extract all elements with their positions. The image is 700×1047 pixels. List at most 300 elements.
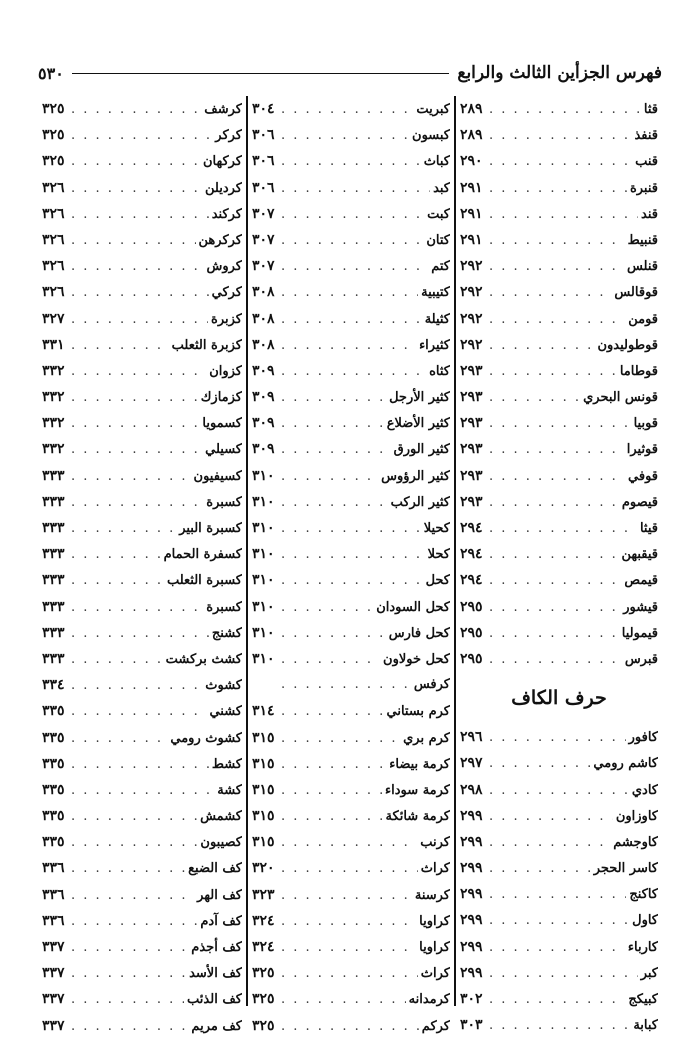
entry-term: قيثا	[639, 521, 658, 536]
entry-page-number: ٣٠٦	[252, 153, 275, 170]
entry-term: كثير الركب	[390, 494, 450, 510]
entry-term: كبيكج	[628, 992, 658, 1007]
entry-term: قند	[641, 206, 658, 222]
entry-page-number: ٢٩٩	[460, 912, 483, 929]
dot-leader	[71, 883, 194, 908]
index-entry	[460, 803, 658, 829]
entry-page-number: ٢٩٢	[460, 258, 483, 275]
entry-term: كرمة شائكة	[385, 809, 450, 825]
entry-term: كرمدانه	[408, 992, 450, 1008]
index-entry	[252, 777, 450, 803]
entry-page-number: ٣١٥	[252, 729, 275, 746]
index-entry	[252, 620, 450, 646]
dot-leader	[281, 672, 411, 698]
entry-page-number: ٣٠٩	[252, 362, 275, 379]
entry-term: قوطاما	[619, 363, 658, 379]
dot-leader	[489, 751, 590, 776]
index-entry	[42, 725, 242, 751]
entry-term: كاشم رومي	[593, 756, 658, 772]
index-entry	[460, 148, 658, 174]
entry-page-number: ٣١٠	[252, 467, 275, 484]
index-entry	[460, 175, 658, 201]
dot-leader	[489, 647, 622, 672]
index-entry	[252, 882, 450, 908]
entry-page-number: ٣٣٥	[42, 703, 65, 720]
index-entry	[252, 253, 450, 279]
index-entry	[460, 881, 658, 907]
dot-leader	[281, 516, 421, 541]
dot-leader	[489, 254, 624, 279]
index-entry	[460, 907, 658, 933]
dot-leader	[71, 176, 202, 201]
entry-page-number: ٣٣٥	[42, 755, 65, 772]
entry-page-number: ٣١٥	[252, 834, 275, 851]
index-entry	[42, 436, 242, 462]
entry-term: كركم	[421, 1018, 450, 1034]
index-entry	[460, 986, 658, 1012]
entry-page-number: ٣٠٣	[460, 1017, 483, 1034]
entry-term: كف الذئب	[187, 992, 242, 1008]
entry-page-number: ٣٢٥	[42, 101, 65, 117]
entry-term: كسفرة الحمام	[163, 547, 242, 563]
index-entry	[252, 384, 450, 410]
dot-leader	[71, 673, 202, 698]
entry-page-number: ٣٣٥	[42, 808, 65, 825]
dot-leader	[281, 359, 426, 384]
index-entry	[460, 384, 658, 410]
index-entry	[252, 594, 450, 620]
entry-page-number: ٣٢٧	[42, 310, 65, 327]
entry-page-number: ٢٩٣	[460, 441, 483, 458]
entry-term: كارباء	[627, 939, 658, 955]
entry-term: قوقالس	[614, 285, 658, 301]
entry-term: كف آدم	[200, 913, 242, 929]
entry-term: كاوزاون	[615, 808, 658, 824]
index-entry	[42, 908, 242, 934]
entry-page-number: ٣٣٧	[42, 965, 65, 982]
index-entry	[460, 1012, 658, 1038]
index-entry	[42, 751, 242, 777]
index-entry	[42, 306, 242, 332]
dot-leader	[489, 333, 594, 358]
entry-page-number: ٣٣١	[42, 336, 65, 353]
entry-term: كزوان	[209, 363, 242, 379]
entry-page-number: ٣٣٣	[42, 624, 65, 641]
dot-leader	[489, 1013, 630, 1038]
dot-leader	[71, 490, 203, 515]
index-entry	[252, 463, 450, 489]
entry-term: كركهان	[202, 154, 242, 170]
entry-page-number: ٢٩٢	[460, 284, 483, 301]
entry-term: كراويا	[419, 913, 450, 929]
entry-page-number: ٢٩٩	[460, 833, 483, 850]
dot-leader	[71, 333, 169, 358]
entry-page-number: ٣٣٧	[42, 939, 65, 955]
dot-leader	[71, 752, 209, 777]
entry-term: قوفي	[628, 468, 658, 484]
dot-leader	[489, 778, 629, 803]
entry-page-number: ٢٩٣	[460, 362, 483, 379]
dot-leader	[489, 908, 629, 933]
index-entry	[460, 358, 658, 384]
dot-leader	[489, 595, 620, 620]
index-entry	[252, 960, 450, 986]
entry-page-number: ٢٩٣	[460, 389, 483, 406]
index-entry	[42, 803, 242, 829]
entry-page-number: ٢٩٢	[460, 336, 483, 353]
index-entry	[460, 201, 658, 227]
entry-term: كف الأسد	[189, 966, 242, 982]
index-entry	[42, 253, 242, 279]
entry-page-number: ٢٩٢	[460, 310, 483, 327]
dot-leader	[281, 464, 378, 489]
entry-term: كثاه	[429, 363, 450, 379]
entry-term: كزبرة الثعلب	[171, 337, 242, 353]
entry-term: كبد	[433, 180, 450, 196]
entry-term: كثير الأرجل	[389, 390, 450, 406]
index-entry	[42, 279, 242, 305]
index-column-left	[38, 96, 246, 1034]
entry-term: كتم	[431, 259, 450, 275]
index-entry	[252, 175, 450, 201]
entry-term: كشوث رومي	[170, 730, 242, 746]
index-entry	[460, 934, 658, 960]
entry-page-number: ٣١٠	[252, 598, 275, 615]
dot-leader	[281, 307, 422, 332]
entry-page-number: ٣٢٥	[42, 153, 65, 170]
index-entry	[252, 855, 450, 881]
index-entry	[42, 698, 242, 724]
dot-leader	[281, 935, 416, 960]
index-column-right	[454, 96, 662, 1034]
entry-page-number: ٢٩٩	[460, 807, 483, 824]
index-entry	[42, 175, 242, 201]
entry-term: كبت	[427, 206, 450, 222]
page-number: ٥٣٠	[38, 63, 64, 83]
dot-leader	[71, 149, 200, 174]
index-columns	[38, 96, 662, 1034]
entry-list	[252, 96, 450, 1039]
entry-page-number: ٣٠٩	[252, 441, 275, 458]
dot-leader	[281, 647, 380, 672]
entry-page-number: ٢٩٤	[460, 546, 483, 563]
dot-leader	[489, 176, 627, 201]
entry-term: كرديلن	[205, 180, 242, 196]
entry-term: كرم بري	[403, 730, 450, 746]
entry-term: كتان	[426, 232, 450, 248]
entry-term: كرم بستاني	[386, 704, 450, 720]
index-entry	[252, 227, 450, 253]
entry-page-number: ٣٣٦	[42, 912, 65, 929]
entry-page-number: ٣٣٥	[42, 729, 65, 746]
index-entry	[460, 122, 658, 148]
entry-page-number: ٣٢٤	[252, 939, 275, 955]
entry-page-number: ٣١٠	[252, 572, 275, 589]
entry-term: كسيلي	[205, 442, 242, 458]
page-title: فهرس الجزأين الثالث والرابع	[457, 63, 662, 83]
entry-term: كرمة سوداء	[385, 782, 450, 798]
entry-page-number: ٣١٥	[252, 808, 275, 825]
entry-term: كرسنة	[414, 887, 450, 903]
entry-term: كف مريم	[191, 1018, 242, 1034]
entry-page-number: ٣٣٣	[42, 520, 65, 536]
entry-page-number: ٣٣٧	[42, 991, 65, 1008]
index-entry	[252, 803, 450, 829]
index-entry	[42, 620, 242, 646]
dot-leader	[489, 987, 625, 1012]
dot-leader	[489, 621, 619, 646]
index-entry	[460, 567, 658, 593]
entry-term: كراويا	[419, 940, 450, 955]
dot-leader	[489, 961, 638, 986]
dot-leader	[281, 254, 428, 279]
index-entry	[252, 489, 450, 515]
index-entry	[42, 855, 242, 881]
entry-page-number: ٢٩١	[460, 179, 483, 196]
entry-term: كحيلا	[423, 521, 450, 536]
index-entry	[252, 751, 450, 777]
entry-page-number: ٣٠٧	[252, 258, 275, 275]
dot-leader	[281, 830, 417, 855]
entry-page-number: ٢٩٣	[460, 493, 483, 510]
entry-term: كتيبية	[421, 285, 450, 301]
entry-page-number: ٢٩٠	[460, 153, 483, 170]
entry-term: كزبرة	[211, 311, 242, 327]
index-entry	[42, 384, 242, 410]
entry-term: كرشف	[204, 102, 242, 117]
dot-leader	[281, 752, 386, 777]
entry-term: كروش	[206, 259, 242, 275]
entry-page-number: ٣٠٢	[460, 991, 483, 1007]
dot-leader	[489, 123, 631, 148]
entry-page-number: ٣٣٣	[42, 546, 65, 563]
dot-leader	[489, 830, 610, 855]
entry-page-number: ٢٩١	[460, 231, 483, 248]
entry-term: كثير الرؤوس	[381, 468, 450, 484]
dot-leader	[71, 621, 209, 646]
index-entry	[42, 646, 242, 672]
index-entry	[252, 279, 450, 305]
index-entry	[42, 882, 242, 908]
index-entry	[460, 594, 658, 620]
dot-leader	[281, 176, 430, 201]
index-entry	[252, 306, 450, 332]
entry-page-number: ٣٣٥	[42, 781, 65, 798]
dot-leader	[71, 464, 191, 489]
dot-leader	[71, 542, 161, 567]
entry-term: كسبرة	[206, 599, 242, 615]
dot-leader	[71, 202, 209, 227]
entry-page-number: ٣٢٦	[42, 231, 65, 248]
index-entry	[42, 1013, 242, 1039]
dot-leader	[489, 202, 638, 227]
entry-term: كركر	[215, 128, 242, 144]
dot-leader	[71, 359, 206, 384]
index-entry	[252, 358, 450, 384]
entry-page-number: ٣٢٠	[252, 860, 275, 877]
entry-term: كباث	[423, 154, 450, 170]
dot-leader	[71, 909, 197, 934]
dot-leader	[489, 280, 611, 305]
entry-page-number: ٣٠٨	[252, 310, 275, 327]
entry-term: كبسون	[412, 128, 450, 144]
dot-leader	[71, 647, 163, 672]
entry-page-number: ٣١٠	[252, 520, 275, 536]
entry-page-number: ٣٠٩	[252, 389, 275, 406]
entry-page-number: ٣٢٥	[252, 965, 275, 982]
dot-leader	[71, 568, 164, 593]
entry-term: كشنج	[211, 625, 242, 641]
entry-page-number: ٢٩٦	[460, 729, 483, 746]
dot-leader	[281, 411, 384, 436]
entry-term: كزمازك	[200, 390, 242, 406]
entry-term: قنب	[635, 154, 658, 170]
entry-term: كافور	[628, 730, 658, 746]
entry-term: قيموليا	[621, 625, 658, 641]
entry-page-number: ٢٩٣	[460, 467, 483, 484]
dot-leader	[71, 437, 202, 462]
index-entry	[460, 332, 658, 358]
index-entry	[252, 698, 450, 724]
entry-page-number: ٢٩١	[460, 205, 483, 222]
index-entry	[252, 148, 450, 174]
entry-term: كحل السودان	[376, 599, 450, 615]
entry-list	[460, 724, 658, 1038]
entry-term: كرمة بيضاء	[389, 756, 450, 772]
entry-term: كف الهر	[197, 887, 242, 903]
dot-leader	[489, 464, 625, 489]
dot-leader	[281, 961, 418, 986]
entry-term: كسبرة الثعلب	[166, 573, 242, 589]
entry-term: كثير الورق	[393, 442, 450, 458]
index-entry	[42, 227, 242, 253]
entry-page-number: ٣٠٤	[252, 101, 275, 117]
index-entry	[42, 358, 242, 384]
dot-leader	[281, 123, 409, 148]
entry-list	[42, 96, 242, 1039]
dot-leader	[71, 1014, 188, 1039]
entry-term: قبرس	[624, 651, 658, 667]
entry-term: كسمويا	[202, 416, 242, 432]
dot-leader	[281, 1014, 419, 1039]
dot-leader	[281, 856, 418, 881]
index-entry	[460, 855, 658, 881]
index-entry	[460, 515, 658, 541]
index-entry	[460, 489, 658, 515]
entry-term: كصيبون	[200, 835, 242, 851]
dot-leader	[71, 935, 188, 960]
entry-list	[460, 96, 658, 672]
entry-term: قيمص	[624, 573, 658, 589]
dot-leader	[281, 149, 421, 174]
dot-leader	[489, 411, 631, 436]
entry-page-number: ٣٢٥	[252, 991, 275, 1008]
entry-page-number: ٣١٤	[252, 703, 275, 720]
entry-page-number: ٣٠٧	[252, 231, 275, 248]
dot-leader	[71, 228, 196, 253]
dot-leader	[281, 202, 424, 227]
index-entry	[460, 646, 658, 672]
entry-term: قنلس	[626, 259, 658, 275]
entry-term: كراث	[420, 861, 450, 877]
dot-leader	[489, 97, 641, 122]
entry-page-number: ٢٨٩	[460, 127, 483, 144]
index-entry	[460, 777, 658, 803]
entry-page-number: ٣٠٨	[252, 336, 275, 353]
dot-leader	[71, 385, 198, 410]
entry-page-number: ٣٣٢	[42, 415, 65, 432]
entry-page-number: ٣٢٤	[252, 912, 275, 929]
entry-page-number: ٣١٥	[252, 755, 275, 772]
entry-page-number: ٣١٥	[252, 781, 275, 798]
index-entry	[460, 541, 658, 567]
entry-page-number: ٣٠٦	[252, 179, 275, 196]
entry-page-number: ٣٣٢	[42, 441, 65, 458]
entry-term: كثيلة	[424, 311, 450, 327]
entry-term: كركي	[211, 285, 242, 301]
entry-term: قيقبهن	[621, 547, 658, 563]
entry-page-number: ٣٢٥	[252, 1017, 275, 1034]
dot-leader	[281, 987, 406, 1012]
entry-page-number: ٣٣٢	[42, 362, 65, 379]
entry-term: كثير الأضلاع	[386, 416, 450, 432]
entry-page-number: ٣٠٦	[252, 127, 275, 144]
entry-page-number: ٣٣٥	[42, 834, 65, 851]
dot-leader	[281, 883, 412, 908]
dot-leader	[489, 228, 625, 253]
entry-page-number: ٢٩٥	[460, 624, 483, 641]
entry-page-number: ٣١٠	[252, 650, 275, 667]
entry-term: كشط	[211, 756, 242, 772]
entry-page-number: ٣٣٣	[42, 467, 65, 484]
index-entry	[252, 934, 450, 960]
dot-leader	[489, 359, 617, 384]
index-entry	[42, 410, 242, 436]
index-entry	[42, 567, 242, 593]
index-entry	[252, 646, 450, 672]
entry-term: كبريت	[416, 102, 450, 117]
entry-page-number: ٣٢٣	[252, 886, 275, 903]
section-heading: حرف الكاف	[511, 687, 607, 710]
dot-leader	[71, 595, 203, 620]
index-entry	[42, 777, 242, 803]
entry-term: قثا	[643, 102, 658, 117]
entry-term: كسيفيون	[193, 468, 242, 484]
entry-page-number: ٣٣٣	[42, 572, 65, 589]
dot-leader	[281, 333, 416, 358]
index-entry	[252, 201, 450, 227]
index-entry	[42, 960, 242, 986]
entry-term: كحل	[425, 573, 450, 589]
entry-term: كاسر الحجر	[593, 861, 658, 877]
dot-leader	[71, 307, 208, 332]
dot-leader	[281, 699, 384, 724]
entry-page-number: ٢٩٥	[460, 598, 483, 615]
index-entry	[460, 750, 658, 776]
dot-leader	[71, 856, 185, 881]
index-entry	[252, 541, 450, 567]
dot-leader	[489, 490, 619, 515]
index-column-middle	[246, 96, 454, 1034]
index-entry	[252, 1013, 450, 1039]
entry-page-number: ٣٣٦	[42, 886, 65, 903]
dot-leader	[281, 621, 386, 646]
dot-leader	[281, 228, 423, 253]
entry-page-number: ٣٣٢	[42, 389, 65, 406]
dot-leader	[71, 97, 201, 122]
entry-term: كركرهن	[198, 232, 242, 248]
index-entry	[252, 908, 450, 934]
